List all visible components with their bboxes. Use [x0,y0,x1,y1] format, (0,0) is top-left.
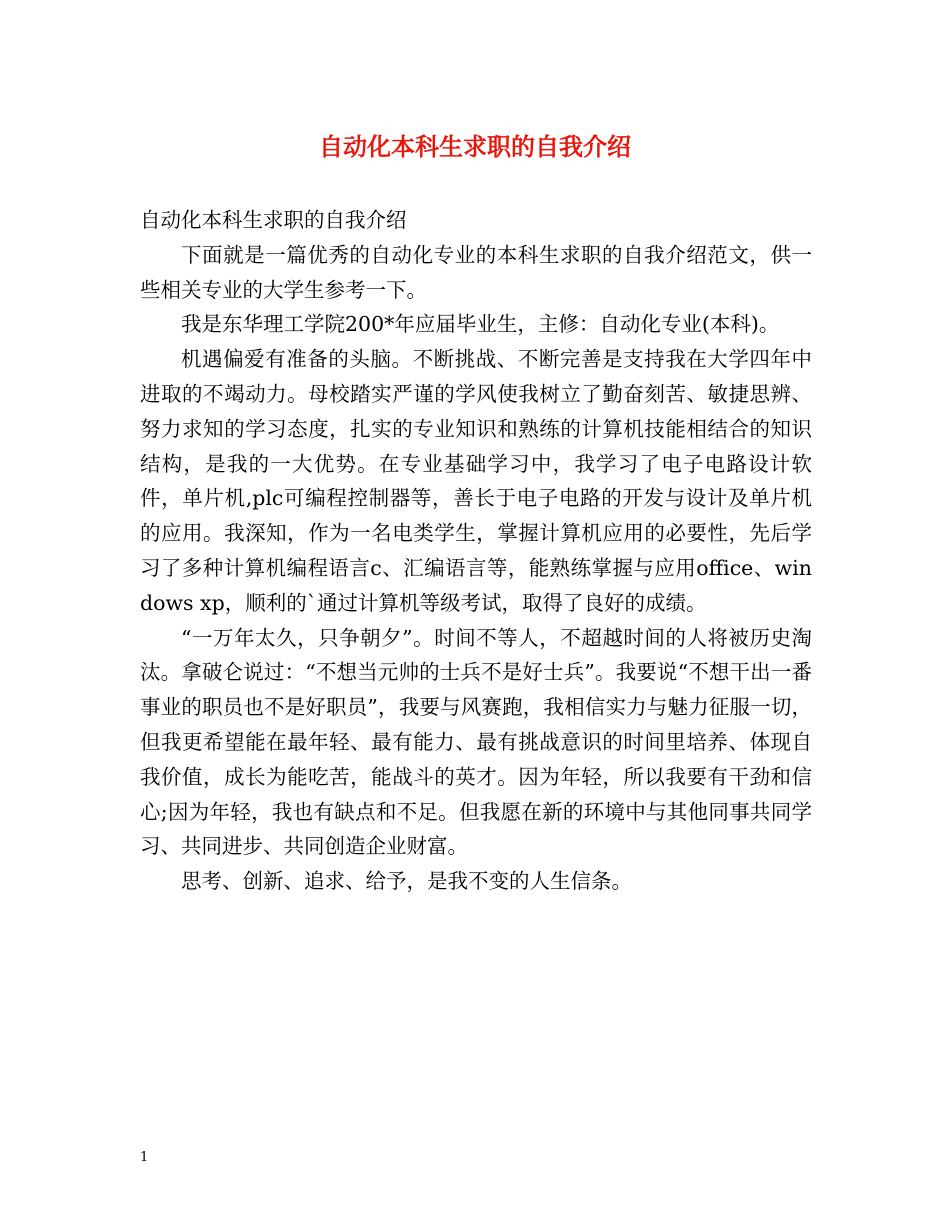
paragraph-ambition: “一万年太久，只争朝夕”。时间不等人，不超越时间的人将被历史淘汰。拿破仑说过：“不想当元帅的士兵不是好士兵”。我要说“不想干出一番事业的职员也不是好职员”，我要与风赛跑，我相信实力与魅力征服一切，但我更希望能在最年轻、最有能力、最有挑战意识的时间里培养、体现自我价值，成长为能吃苦，能战斗的英才。因为年轻，所以我要有干劲和信心;因为年轻，我也有缺点和不足。但我愿在新的环境中与其他同事共同学习、共同进步、共同创造企业财富。 [140,625,812,859]
paragraph-intro: 下面就是一篇优秀的自动化专业的本科生求职的自我介绍范文，供一些相关专业的大学生参考一下。 [140,242,812,302]
document-title: 自动化本科生求职的自我介绍 [319,133,631,161]
paragraph-background: 我是东华理工学院200*年应届毕业生，主修：自动化专业(本科)。 [181,312,780,337]
document-body [140,203,812,899]
page-number: 1 [140,1150,149,1165]
paragraph-motto: 思考、创新、追求、给予，是我不变的人生信条。 [181,869,632,894]
paragraph-skills: 机遇偏爱有准备的头脑。不断挑战、不断完善是支持我在大学四年中进取的不竭动力。母校踏实严谨的学风使我树立了勤奋刻苦、敏捷思辨、努力求知的学习态度，扎实的专业知识和熟练的计算机技能相结合的知识结构，是我的一大优势。在专业基础学习中，我学习了电子电路设计软件，单片机,plc可编程控制器等，善长于电子电路的开发与设计及单片机的应用。我深知，作为一名电类学生，掌握计算机应用的必要性，先后学习了多种计算机编程语言c、汇编语言等，能熟练掌握与应用office、windows xp，顺利的`通过计算机等级考试，取得了良好的成绩。 [140,347,812,615]
body-heading: 自动化本科生求职的自我介绍 [140,208,407,232]
